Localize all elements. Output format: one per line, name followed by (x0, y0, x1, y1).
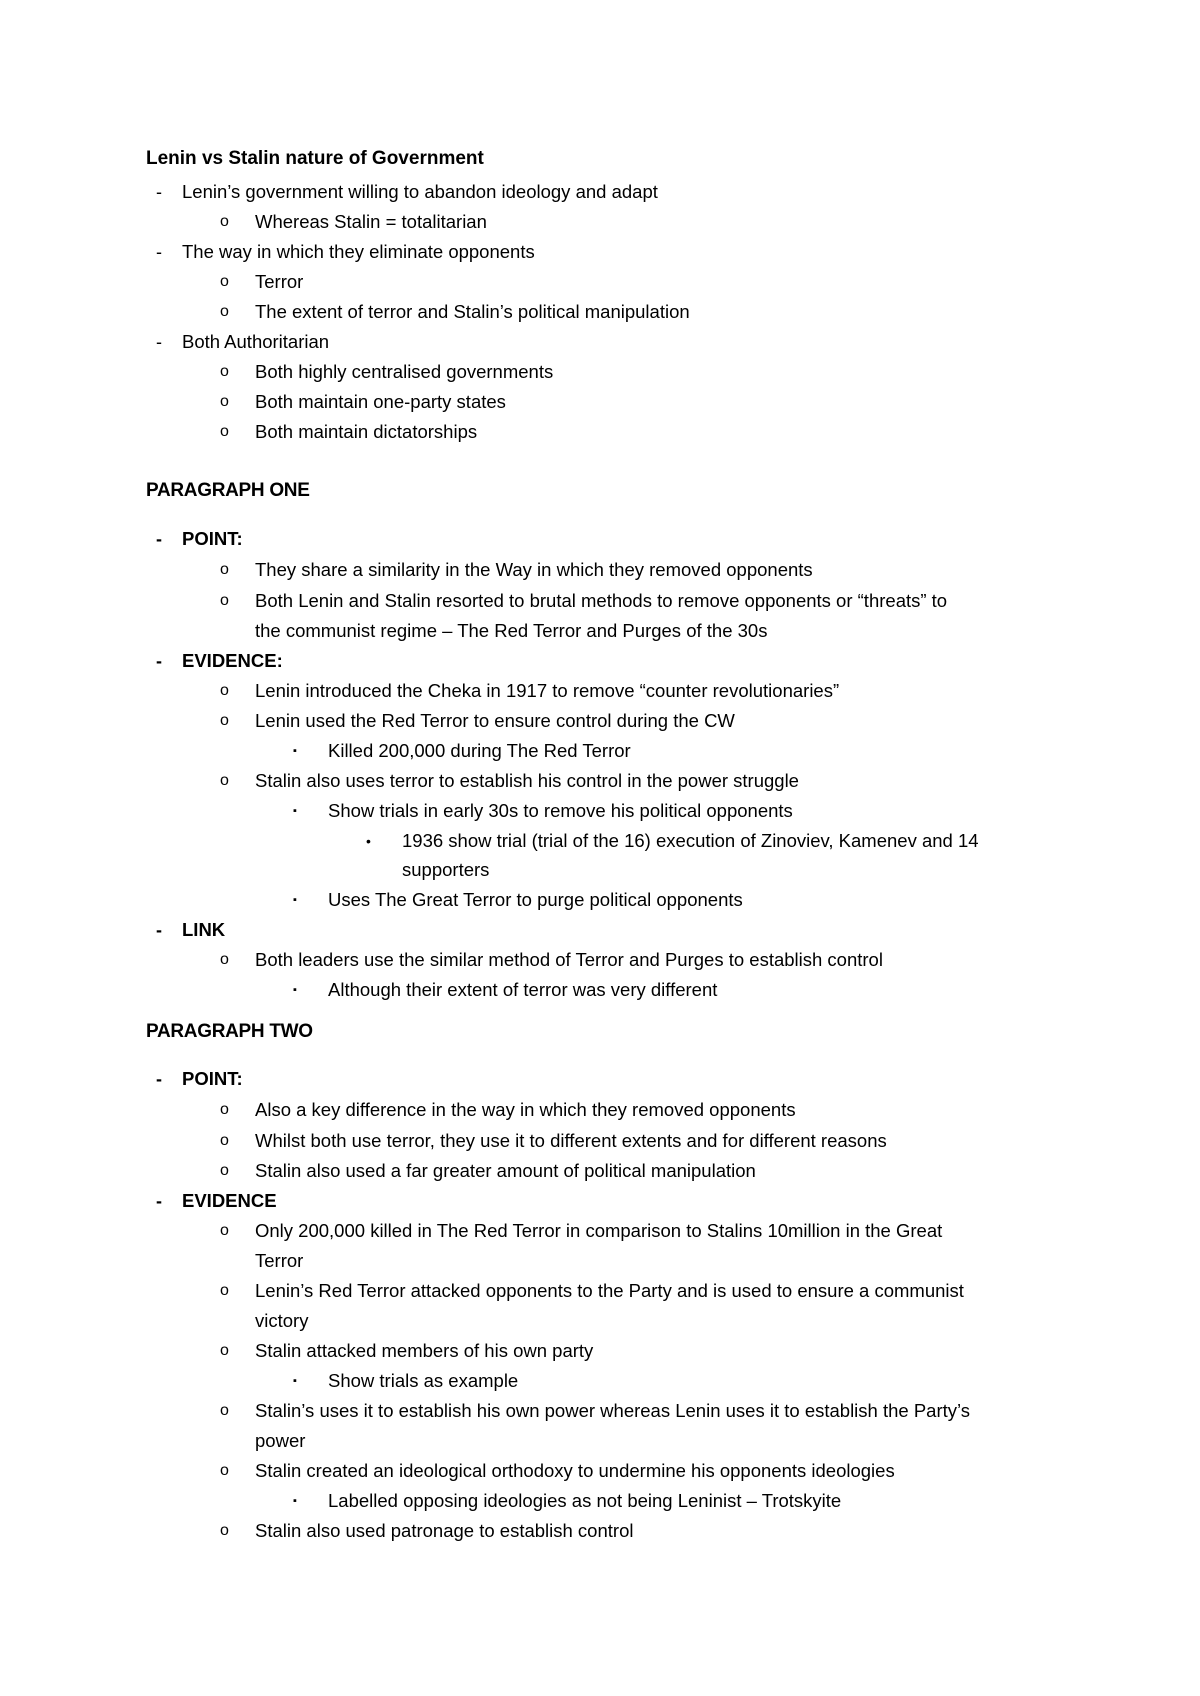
square-bullet: ▪ (293, 894, 297, 906)
list-item: Labelled opposing ideologies as not being Leninist – Trotskyite (328, 1490, 842, 1511)
list-item: Both maintain dictatorships (255, 421, 478, 442)
dash-bullet: - (156, 529, 162, 549)
circle-bullet: o (220, 1342, 229, 1359)
circle-bullet: o (220, 1162, 229, 1179)
circle-bullet: o (220, 1222, 229, 1239)
list-item: Lenin’s Red Terror attacked opponents to the Party and is used to ensure a communist (255, 1280, 964, 1301)
circle-bullet: o (220, 1402, 229, 1419)
dash-bullet: - (156, 332, 162, 352)
list-item: Both Authoritarian (182, 331, 330, 352)
evidence-label: EVIDENCE (182, 1190, 277, 1211)
dash-bullet: - (156, 1069, 162, 1089)
list-item: Terror (255, 271, 304, 292)
list-item-continuation: victory (255, 1310, 309, 1331)
circle-bullet: o (220, 772, 229, 789)
list-item: The way in which they eliminate opponents (182, 241, 535, 262)
document-title: Lenin vs Stalin nature of Government (146, 148, 484, 169)
circle-bullet: o (220, 682, 229, 699)
dot-bullet: • (366, 833, 371, 849)
square-bullet: ▪ (293, 984, 297, 996)
circle-bullet: o (220, 1462, 229, 1479)
circle-bullet: o (220, 592, 229, 609)
circle-bullet: o (220, 363, 229, 380)
link-label: LINK (182, 919, 226, 940)
list-item-continuation: Terror (255, 1250, 304, 1271)
point-label: POINT: (182, 1068, 243, 1089)
circle-bullet: o (220, 561, 229, 578)
list-item: Show trials as example (328, 1370, 519, 1391)
list-item: Whilst both use terror, they use it to different extents and for different reasons (255, 1130, 887, 1151)
evidence-label: EVIDENCE: (182, 650, 283, 671)
list-item: Only 200,000 killed in The Red Terror in comparison to Stalins 10million in the Great (255, 1220, 943, 1241)
section-heading-paragraph-two: PARAGRAPH TWO (146, 1021, 313, 1042)
dash-bullet: - (156, 1191, 162, 1211)
list-item: Whereas Stalin = totalitarian (255, 211, 487, 232)
dash-bullet: - (156, 920, 162, 940)
circle-bullet: o (220, 1522, 229, 1539)
list-item: Although their extent of terror was very different (328, 979, 718, 1000)
list-item: Stalin’s uses it to establish his own power whereas Lenin uses it to establish the Party’s (255, 1400, 971, 1421)
square-bullet: ▪ (293, 1375, 297, 1387)
square-bullet: ▪ (293, 745, 297, 757)
list-item-continuation: the communist regime – The Red Terror and Purges of the 30s (255, 620, 768, 641)
circle-bullet: o (220, 951, 229, 968)
list-item: Stalin attacked members of his own party (255, 1340, 594, 1361)
circle-bullet: o (220, 1282, 229, 1299)
list-item-continuation: power (255, 1430, 306, 1451)
dash-bullet: - (156, 651, 162, 671)
circle-bullet: o (220, 213, 229, 230)
list-item: Stalin created an ideological orthodoxy to undermine his opponents ideologies (255, 1460, 895, 1481)
square-bullet: ▪ (293, 1495, 297, 1507)
dash-bullet: - (156, 242, 162, 262)
dash-bullet: - (156, 182, 162, 202)
list-item: Killed 200,000 during The Red Terror (328, 740, 631, 761)
list-item: 1936 show trial (trial of the 16) execution of Zinoviev, Kamenev and 14 (402, 830, 979, 851)
circle-bullet: o (220, 1132, 229, 1149)
section-heading-paragraph-one: PARAGRAPH ONE (146, 480, 310, 501)
circle-bullet: o (220, 423, 229, 440)
list-item: Stalin also used a far greater amount of political manipulation (255, 1160, 756, 1181)
list-item-continuation: supporters (402, 859, 490, 880)
list-item: Also a key difference in the way in which they removed opponents (255, 1099, 796, 1120)
list-item: Lenin used the Red Terror to ensure control during the CW (255, 710, 735, 731)
circle-bullet: o (220, 273, 229, 290)
circle-bullet: o (220, 303, 229, 320)
list-item: Both leaders use the similar method of Terror and Purges to establish control (255, 949, 883, 970)
list-item: The extent of terror and Stalin’s political manipulation (255, 301, 690, 322)
list-item: Both highly centralised governments (255, 361, 554, 382)
list-item: Lenin’s government willing to abandon ideology and adapt (182, 181, 658, 202)
list-item: They share a similarity in the Way in which they removed opponents (255, 559, 813, 580)
list-item: Stalin also uses terror to establish his control in the power struggle (255, 770, 799, 791)
list-item: Both maintain one-party states (255, 391, 506, 412)
circle-bullet: o (220, 393, 229, 410)
circle-bullet: o (220, 712, 229, 729)
list-item: Both Lenin and Stalin resorted to brutal methods to remove opponents or “threats” to (255, 590, 948, 611)
circle-bullet: o (220, 1101, 229, 1118)
list-item: Stalin also used patronage to establish control (255, 1520, 634, 1541)
list-item: Lenin introduced the Cheka in 1917 to remove “counter revolutionaries” (255, 680, 840, 701)
point-label: POINT: (182, 528, 243, 549)
square-bullet: ▪ (293, 805, 297, 817)
list-item: Uses The Great Terror to purge political opponents (328, 889, 743, 910)
list-item: Show trials in early 30s to remove his political opponents (328, 800, 793, 821)
